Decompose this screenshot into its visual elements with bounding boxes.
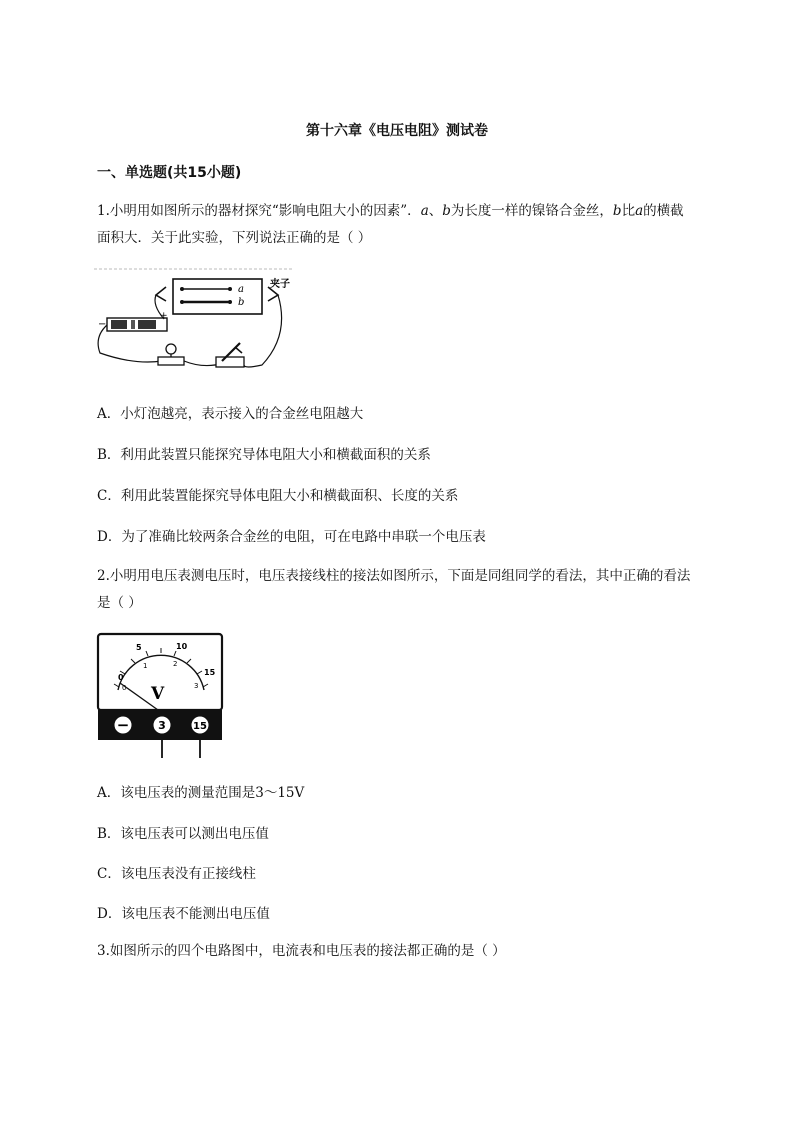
q1-var-b: b: [612, 203, 622, 219]
terminal-negative-label: −: [116, 716, 130, 734]
q2-option-d[interactable]: D．该电压表不能测出电压值: [97, 906, 270, 922]
q1-stem-text: 比: [621, 203, 636, 219]
q2-option-a[interactable]: A．该电压表的测量范围是3～15V: [97, 785, 305, 801]
lamp-bulb: [166, 344, 176, 354]
question-2-stem: 2.小明用电压表测电压时，电压表接线柱的接法如图所示，下面是同组同学的看法，其中正确的看法是（ ）: [97, 568, 691, 611]
resistance-board: [173, 279, 262, 314]
switch-base: [216, 357, 244, 367]
left-clamp: [156, 287, 166, 301]
voltmeter-symbol: V: [151, 684, 165, 704]
scale-3-1: 1: [143, 662, 148, 670]
q1-stem-text: 为长度一样的镍铬合金丝，: [450, 203, 613, 219]
battery-plus: +: [160, 311, 168, 321]
scale-3-3: 3: [194, 682, 199, 690]
scale-15-5: 5: [136, 643, 142, 652]
scale-3-2: 2: [173, 660, 178, 668]
q2-option-b[interactable]: B．该电压表可以测出电压值: [97, 826, 269, 842]
question-3-stem: 3.如图所示的四个电路图中，电流表和电压表的接法都正确的是（ ）: [97, 943, 506, 959]
page-title: 第十六章《电压电阻》测试卷: [306, 123, 488, 139]
terminal-3-label: 3: [158, 719, 166, 732]
scale-3-0: 0: [122, 684, 127, 692]
voltmeter-figure: [96, 632, 226, 760]
q1-var-a: a: [635, 203, 644, 219]
q1-stem-text: 的横截面积大．关于此实验，下列说法正确的是（ ）: [97, 203, 684, 246]
lamp-base: [158, 357, 184, 365]
scale-15-10: 10: [176, 642, 188, 651]
scale-15-15: 15: [204, 668, 216, 677]
q1-option-c[interactable]: C．利用此装置能探究导体电阻大小和横截面积、长度的关系: [97, 488, 459, 504]
circuit-figure: [94, 265, 304, 380]
q1-option-a[interactable]: A．小灯泡越亮，表示接入的合金丝电阻越大: [97, 406, 364, 422]
q1-var-a: a: [420, 203, 429, 219]
q2-option-c[interactable]: C．该电压表没有正接线柱: [97, 866, 256, 882]
q1-option-b[interactable]: B．利用此装置只能探究导体电阻大小和横截面积的关系: [97, 447, 431, 463]
label-a: a: [238, 284, 244, 295]
q1-var-b: b: [442, 203, 451, 219]
clamp-label: 夹子: [270, 279, 290, 290]
question-1-stem: [97, 198, 697, 252]
section-heading: 一、单选题(共15小题): [97, 165, 242, 181]
q1-stem-text: 1.小明用如图所示的器材探究“影响电阻大小的因素”．: [97, 203, 421, 219]
label-b: b: [238, 297, 245, 308]
q1-option-d[interactable]: D．为了准确比较两条合金丝的电阻，可在电路中串联一个电压表: [97, 529, 486, 545]
q1-stem-text: 、: [428, 203, 443, 219]
scale-15-0: 0: [118, 673, 124, 682]
terminal-15-label: 15: [193, 721, 207, 732]
battery-minus: −: [98, 319, 107, 330]
